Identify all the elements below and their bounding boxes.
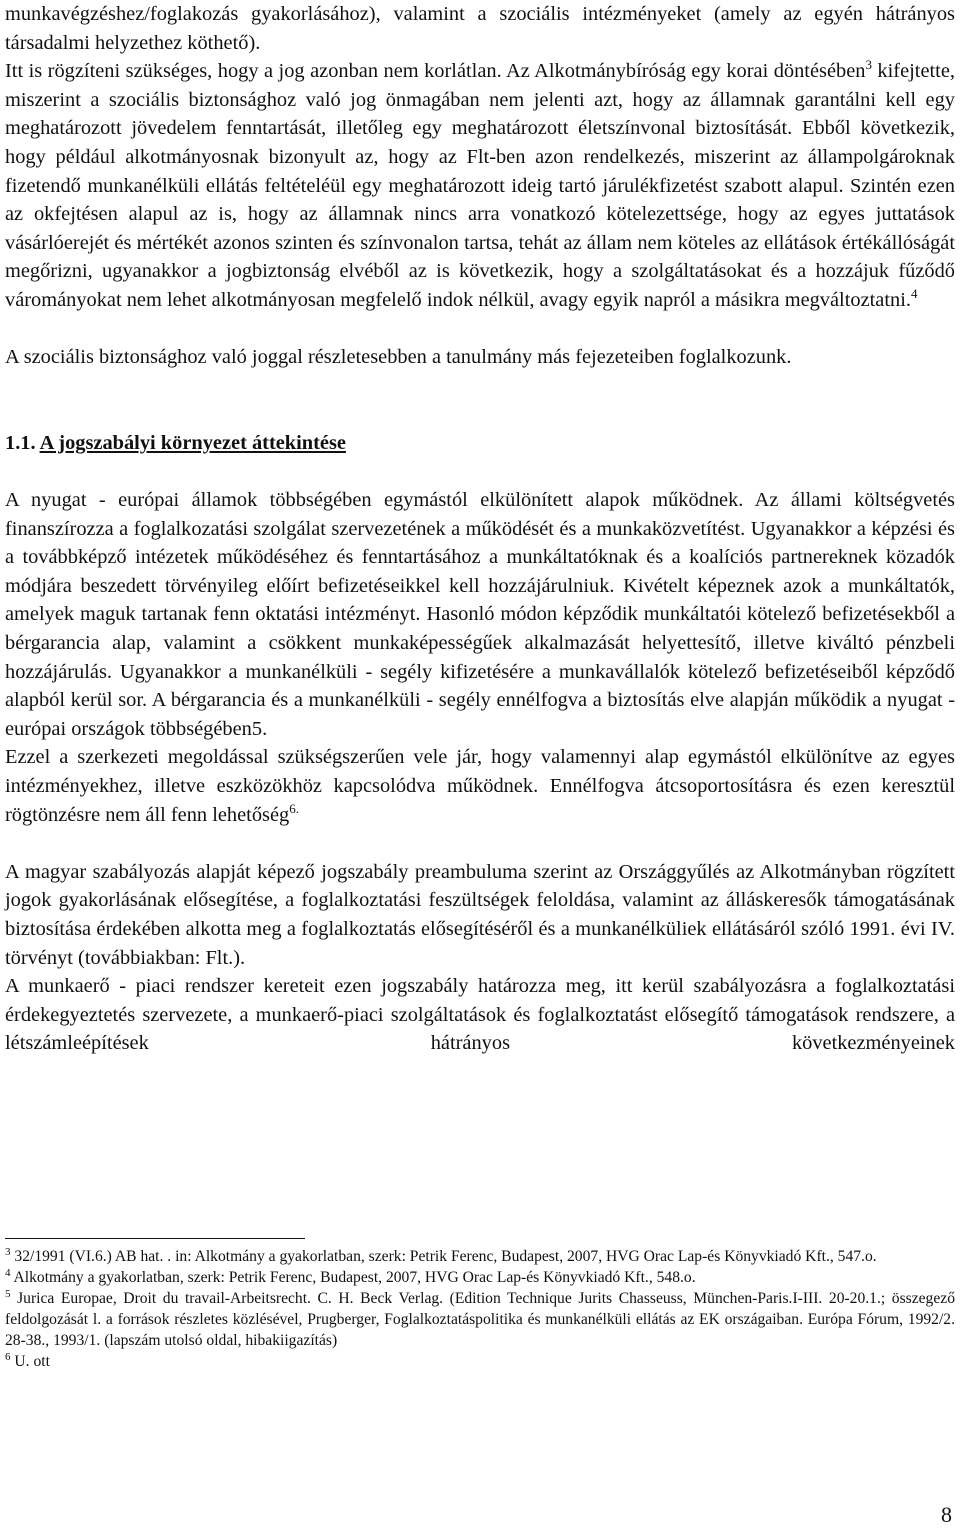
paragraph-intro: munkavégzéshez/foglakozás gyakorlásához), valamint a szociális intézményeket (amely az egyén hátrányos társadalmi helyzethez köthető).: [5, 3, 955, 54]
paragraph-structure: [5, 743, 955, 829]
paragraph-hungarian-regulation: A magyar szabályozás alapját képező jogszabály preambuluma szerint az Országgyűlés az Alkotmányban rögzített jogok gyakorlásának elősegítése, a foglalkoztatási feszültségek feloldása, valamint az álláskeresők támogatásának biztosítása érdekében alkotta meg a foglalkoztatás elősegítéséről és a munkanélküliek ellátásáról szóló 1991. évi IV. törvényt (továbbiakban: Flt.).: [5, 860, 955, 969]
footnote-4: [5, 1267, 955, 1288]
page-number: 8: [941, 1502, 952, 1527]
paragraph-text: Ezzel a szerkezeti megoldással szükségszerűen vele jár, hogy valamennyi alap egymástól elkülönítve az egyes intézményekhez, illetve eszközökhöz kapcsolódva működnek. Ennélfogva átcsoportosításra és ezen keresztül rögtönzésre nem áll fenn lehetőség: [5, 746, 955, 826]
section-heading: [5, 429, 955, 458]
paragraph-labour-market: A munkaerő - piaci rendszer kereteit ezen jogszabály határozza meg, itt kerül szabályozásra a foglalkoztatási érdekegyeztetés szervezete, a munkaerő-piaci szolgáltatások és foglalkoztatást elősegítő támogatások rendszere, a létszámleépítések hátrányos következményeinek: [5, 975, 955, 1055]
spacer: [5, 315, 955, 344]
paragraph-social-security: A szociális biztonsághoz való joggal részletesebben a tanulmány más fejezeteiben foglalkozunk.: [5, 346, 792, 369]
document-page: [5, 0, 955, 1058]
footnote-number: 3: [5, 1246, 11, 1258]
footnote-5: [5, 1288, 955, 1351]
footnote-ref-4[interactable]: 4: [910, 285, 918, 301]
paragraph-western-europe: A nyugat - európai államok többségében egymástól elkülönített alapok működnek. Az állami költségvetés finanszírozza a foglalkozatási szolgálat szervezetének a működését és a munkaközvetítést. Ugyanakkor a képzési és a továbbképző intézetek működéséhez és fenntartásához a munkáltatóknak és a koalíciós partnereknek közadók módjára beszedett törvényileg előírt befizetéseikkel kell hozzájárulniuk. Kivételt képeznek azok a munkáltatók, amelyek maguk tartanak fenn oktatási intézményt. Hasonló módon képződik munkáltatói kötelező befizetésekből a bérgarancia alap, valamint a csökkent munkaképességűek alkalmazását helyettesítő, illetve kiváltó pénzbeli hozzájárulás. Ugyanakkor a munkanélküli - segély kifizetésére a munkavállalók kötelező befizetéseiből képződő alapból kerül sor. A bérgarancia és a munkanélküli - segély ennélfogva a biztosítás elve alapján működik a nyugat - európai országok többségében5.: [5, 489, 955, 740]
footnote-ref-3[interactable]: 3: [865, 57, 872, 73]
spacer: [5, 829, 955, 858]
spacer: [5, 400, 955, 429]
footnote-text: U. ott: [10, 1353, 50, 1370]
section-title: A jogszabályi környezet áttekintése: [39, 431, 346, 454]
paragraph-text: kifejtette, miszerint a szociális biztonsághoz való jog önmagában nem jelenti azt, hogy az államnak garantálni kell egy meghatározott jövedelem fenntartását, illetőleg egy meghatározott életszínvonal biztosítását. Ebből következik, hogy például alkotmányosnak bizonyult az, hogy az Flt-ben azon rendelkezés, miszerint az állampolgároknak fizetendő munkanélküli ellátás feltételéül egy meghatározott ideig tartó járulékfizetést szabott alapul. Szintén ezen az okfejtésen alapul az is, hogy az államnak nincs arra vonatkozó kötelezettsége, hogy az egyes juttatások vásárlóerejét és mértékét azonos szinten és színvonalon tartsa, tehát az állam nem köteles az ellátások értékállóságát megőrizni, ugyanakkor a jogbiztonság elvéből az is következik, hogy a szolgáltatásokat és a hozzájuk fűződő várományokat nem lehet alkotmányosan megfelelő indok nélkül, avagy egyik napról a másikra megváltoztatni.: [5, 60, 955, 311]
footnote-text: Jurica Europae, Droit du travail-Arbeitsrecht. C. H. Beck Verlag. (Edition Technique Jurits Chasseuss, München-Paris.I-III. 20-20.1.; összegező feldolgozását l. a források részletes közlésével, Prugberger, Foglalkoztatáspolitika és munkanélküli ellátás az EK országaiban. Európa Fórum, 1992/2. 28-38., 1993/1. (lapszám utolsó oldal, hibakiigazítás): [5, 1290, 955, 1349]
paragraph-text: Itt is rögzíteni szükséges, hogy a jog azonban nem korlátlan. Az Alkotmánybíróság egy korai döntésében: [5, 60, 866, 83]
footnote-3: [5, 1246, 955, 1267]
footnote-6: [5, 1351, 955, 1372]
section-number: 1.1.: [5, 431, 36, 454]
footnote-number: 4: [5, 1267, 11, 1279]
footnote-text: Alkotmány a gyakorlatban, szerk: Petrik Ferenc, Budapest, 2007, HVG Orac Lap-és Könyvkiadó Kft., 548.o.: [10, 1269, 696, 1286]
footnote-ref-6[interactable]: 6.: [289, 800, 299, 816]
footnote-number: 5: [5, 1288, 11, 1300]
spacer: [5, 372, 955, 401]
footnote-text: 32/1991 (VI.6.) AB hat. . in: Alkotmány a gyakorlatban, szerk: Petrik Ferenc, Budapest, 2007, HVG Orac Lap-és Könyvkiadó Kft., 547.o.: [10, 1248, 877, 1265]
footnote-number: 6: [5, 1351, 11, 1363]
footnotes-area: [5, 1238, 955, 1372]
spacer: [5, 458, 955, 487]
paragraph-constitutional-court: [5, 57, 955, 314]
footnote-separator: [5, 1238, 305, 1239]
